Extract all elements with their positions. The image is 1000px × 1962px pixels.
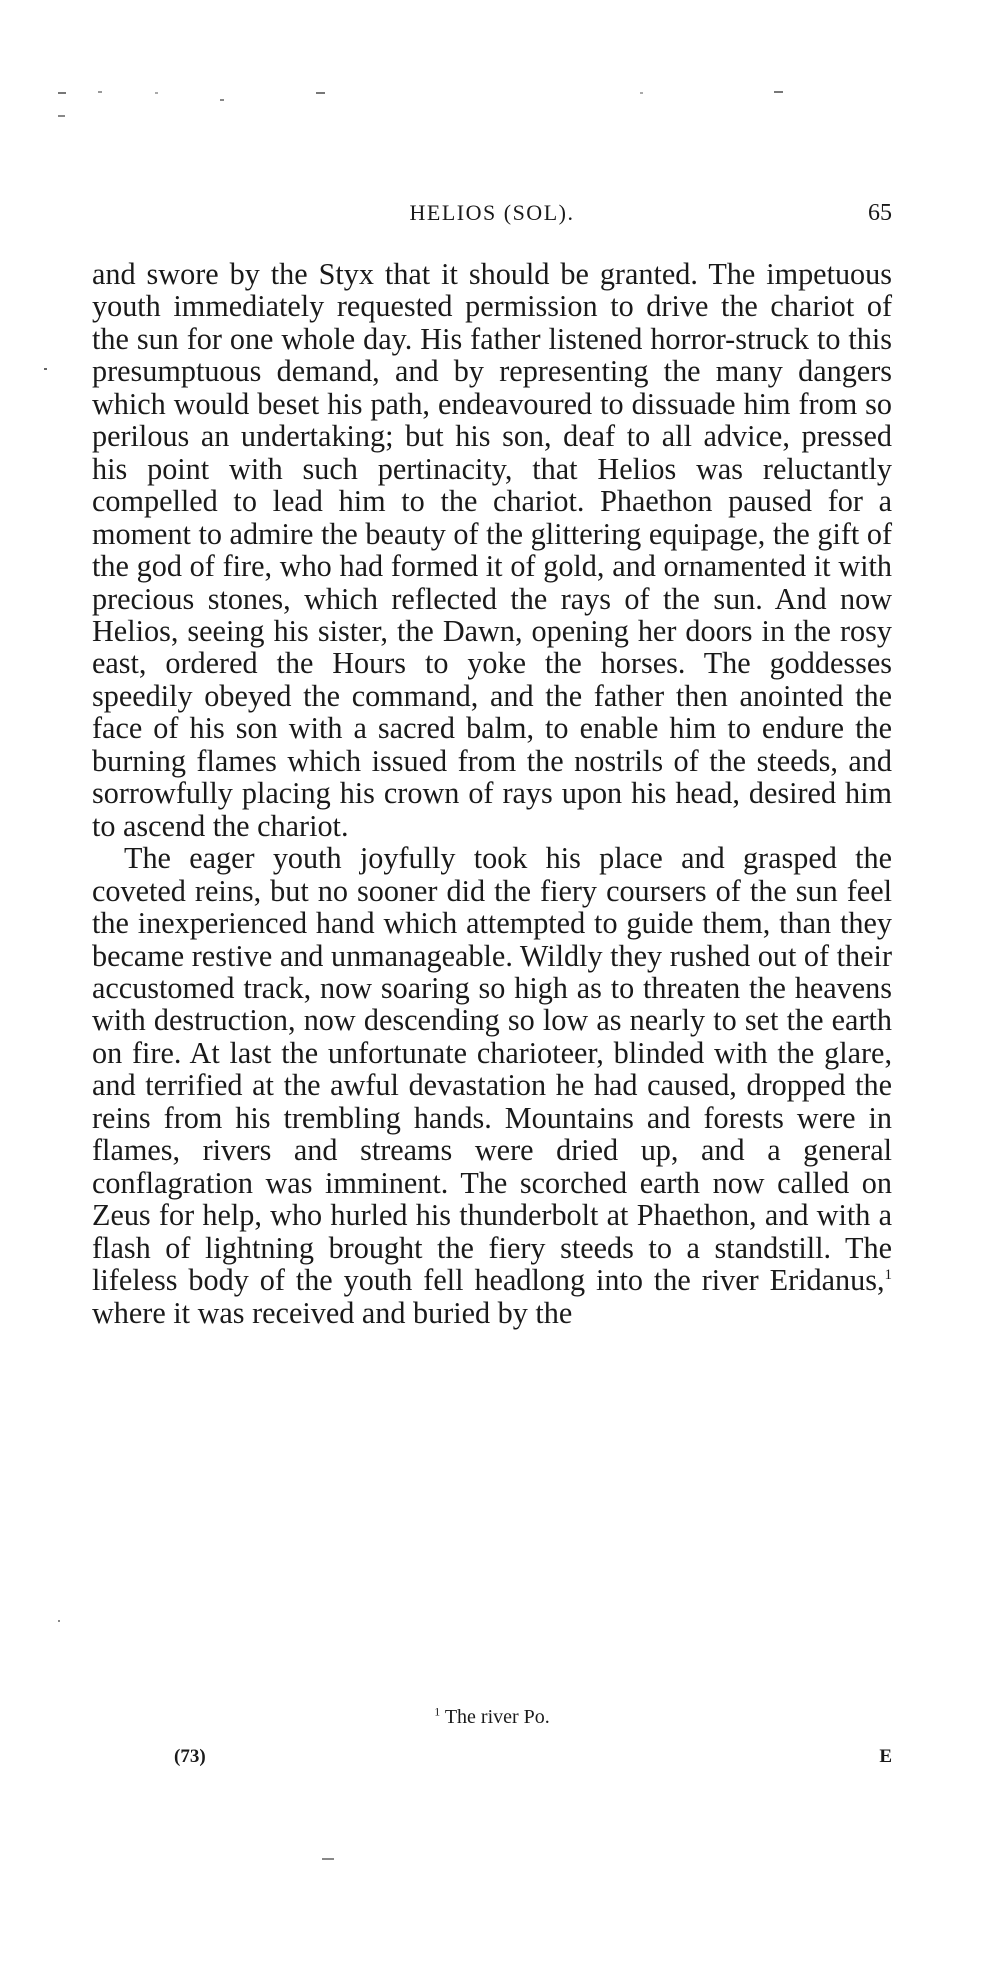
- footnote-reference[interactable]: 1: [884, 1266, 892, 1283]
- running-head: [92, 200, 892, 236]
- running-title: HELIOS (SOL).: [409, 200, 575, 225]
- paragraph-2-end: where it was received and buried by the: [92, 1295, 573, 1330]
- footnote: [92, 1706, 892, 1729]
- margin-speck-top: [44, 368, 47, 370]
- footnote-marker: 1: [434, 1704, 441, 1719]
- scan-mark: [322, 1858, 334, 1860]
- paragraph-2: [92, 842, 892, 1329]
- paragraph-2-text: The eager youth joyfully took his place and grasped the coveted reins, but no sooner did the fiery coursers of the sun feel the inexperienced hand which attempted to guide them, than they became restive and unmanageable. Wildly they rushed out of their accustomed track, now soaring so high as to threaten the heavens with destruction, now descending so low as nearly to set the earth on fire. At last the unfortunate charioteer, blinded with the glare, and terrified at the awful devastation he had caused, dropped the reins from his trembling hands. Mountains and forests were in flames, rivers and streams were dried up, and a general conflagration was imminent. The scorched earth now called on Zeus for help, who hurled his thunderbolt at Phaethon, and with a flash of lightning brought the fiery steeds to a standstill. The lifeless body of the youth fell headlong into the river Eridanus,: [92, 841, 892, 1298]
- footnote-text: The river Po.: [444, 1706, 550, 1728]
- signature-line: [92, 1746, 892, 1776]
- scan-specks: [0, 0, 1000, 140]
- margin-speck: [58, 1620, 60, 1622]
- paragraph-1: and swore by the Styx that it should be granted. The impetuous youth immediately requested permission to drive the chariot of the sun for one whole day. His father listened horror-struck to this presumptuous demand, and by representing the many dangers which would beset his path, endeavoured to dissuade him from so perilous an undertaking; but his son, deaf to all advice, pressed his point with such pertinacity, that Helios was reluctantly compelled to lead him to the chariot. Phaethon paused for a moment to admire the beauty of the glittering equipage, the gift of the god of fire, who had formed it of gold, and ornamented it with precious stones, which reflected the rays of the sun. And now Helios, seeing his sister, the Dawn, opening her doors in the rosy east, ordered the Hours to yoke the horses. The goddesses speedily obeyed the command, and the father then anointed the face of his son with a sacred balm, to enable him to endure the burning flames which issued from the nostrils of the steeds, and sorrowfully placing his crown of rays upon his head, desired him to ascend the chariot.: [92, 257, 892, 843]
- body-text: [92, 258, 892, 1329]
- signature-number: (73): [174, 1746, 206, 1767]
- page-number: 65: [868, 200, 892, 226]
- signature-letter: E: [879, 1746, 892, 1767]
